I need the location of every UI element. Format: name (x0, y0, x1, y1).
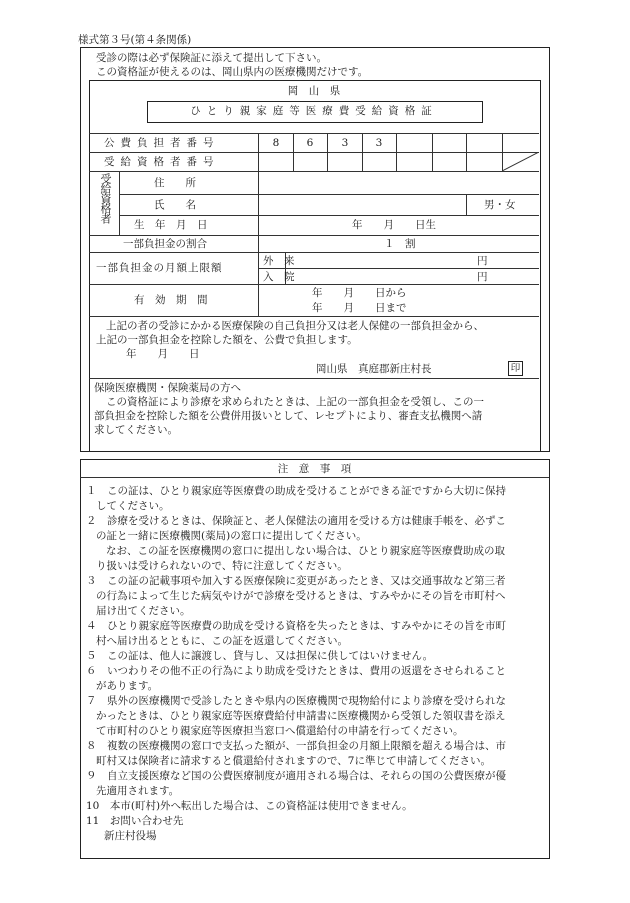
validity-to: 年 月 日まで (312, 302, 407, 314)
gender-field: 男・女 (484, 199, 516, 211)
note-line: 新庄村役場 (104, 830, 157, 842)
validity-label: 有 効 期 間 (134, 294, 208, 306)
name-label: 氏 名 (154, 199, 196, 211)
note-line: なお、この証を医療機関の窓口に提出しない場合は、ひとり親家庭等医療費助成の取 (106, 545, 505, 557)
note-line: の証と一緒に医療機関(薬局)の窓口に提出してください。 (96, 530, 367, 542)
notes-title: 注 意 事 項 (277, 463, 352, 475)
note-line: ８ 複数の医療機関の窓口で支払った額が、一部負担金の月額上限額を超える場合は、市 (86, 740, 506, 752)
providers-heading: 保険医療機関・保険薬局の方へ (94, 382, 241, 394)
statement-line-2: 上記の一部負担金を控除した額を、公費で負担します。 (96, 334, 358, 346)
validity-from: 年 月 日から (312, 287, 407, 299)
note-line: 届け出てください。 (96, 605, 191, 617)
instruction-line-1: 受診の際は必ず保険証に添えて提出して下さい。 (96, 52, 327, 64)
payer-digit: 3 (341, 137, 349, 149)
outpatient-label: 外 来 (263, 255, 295, 267)
address-label: 住 所 (154, 177, 196, 189)
note-line: の行為によって生じた病気やけがで診療を受けるときは、すみやかにその旨を市町村へ (96, 590, 506, 602)
note-line: ９ 自立支援医療など国の公費医療制度が適用される場合は、それらの国の公費医療が優 (86, 770, 506, 782)
prefecture-label: 岡 山 県 (287, 85, 341, 97)
note-line: かったときは、ひとり親家庭等医療費給付申請書に医療機関から受領した領収書を添え (96, 710, 506, 722)
birthdate-value: 年 月 日生 (352, 219, 436, 231)
instruction-line-2: この資格証が使えるのは、岡山県内の医療機関だけです。 (96, 66, 369, 78)
note-line: ６ いつわりその他不正の行為により助成を受けたときは、費用の返還をさせられること (86, 665, 506, 677)
providers-line-3: 求してください。 (94, 424, 178, 436)
recipient-group-label: 受給資格者 (99, 173, 112, 223)
note-line: 先適用されます。 (96, 785, 180, 797)
note-line: １ この証は、ひとり親家庭等医療費の助成を受けることができる証ですから大切に保持 (86, 485, 506, 497)
issuer-name: 岡山県 真庭郡新庄村長 (316, 363, 432, 375)
note-line: ４ ひとり親家庭等医療費の助成を受ける資格を失ったときは、すみやかにその旨を市町 (86, 620, 506, 632)
note-line: ２ 診療を受けるときは、保険証と、老人保健法の適用を受ける方は健康手帳を、必ずこ (86, 515, 506, 527)
certificate-title: ひとり親家庭等医療費受給資格証 (190, 105, 438, 117)
note-line: り扱いは受けられないので、特に注意してください。 (96, 560, 348, 572)
note-line: て市町村のひとり親家庭等医療担当窓口へ償還給付の申請を行ってください。 (96, 725, 464, 737)
note-line: ５ この証は、他人に譲渡し、貸与し、又は担保に供してはいけません。 (86, 650, 434, 662)
note-line: ３ この証の記載事項や加入する医療保険に変更があったとき、又は交通事故など第三者 (86, 575, 506, 587)
inpatient-label: 入 院 (263, 271, 295, 283)
note-line: 10 本市(町村)外へ転出した場合は、この資格証は使用できません。 (86, 800, 413, 812)
note-line: 11 お問い合わせ先 (86, 815, 184, 827)
recipient-number-label: 受給資格者番号 (104, 156, 220, 168)
providers-line-2: 部負担金を控除した額を公費併用扱いとして、レセプトにより、審査支払機関へ請 (94, 410, 483, 422)
payer-digit: 6 (306, 137, 314, 149)
official-seal: 印 (508, 361, 523, 376)
note-line: してください。 (96, 500, 170, 512)
outpatient-yen: 円 (477, 255, 488, 267)
issue-date: 年 月 日 (126, 348, 200, 360)
note-line: があります。 (96, 680, 159, 692)
form-number-label: 様式第３号(第４条関係) (78, 34, 192, 46)
payer-number-label: 公費負担者番号 (104, 137, 220, 149)
providers-line-1: この資格証により診療を求められたときは、上記の一部負担金を受領し、この一 (106, 396, 484, 408)
payer-digit: 3 (375, 137, 383, 149)
inpatient-yen: 円 (477, 271, 488, 283)
monthly-limit-label: 一部負担金の月額上限額 (96, 262, 223, 274)
statement-line-1: 上記の者の受診にかかる医療保険の自己負担分又は老人保健の一部負担金から、 (106, 320, 484, 332)
copay-ratio-value: １ 割 (384, 238, 416, 250)
birthdate-label: 生 年 月 日 (134, 219, 208, 231)
note-line: 村へ届け出るとともに、この証を返還してください。 (96, 635, 348, 647)
blank-cell-slash (502, 152, 539, 171)
payer-digit: 8 (272, 137, 280, 149)
copay-ratio-label: 一部負担金の割合 (123, 238, 207, 250)
note-line: 町村又は保険者に請求すると償還給付されますので、7に準じて申請してください。 (96, 755, 491, 767)
note-line: ７ 県外の医療機関で受診したときや県内の医療機関で現物給付により診療を受けられな (86, 695, 506, 707)
